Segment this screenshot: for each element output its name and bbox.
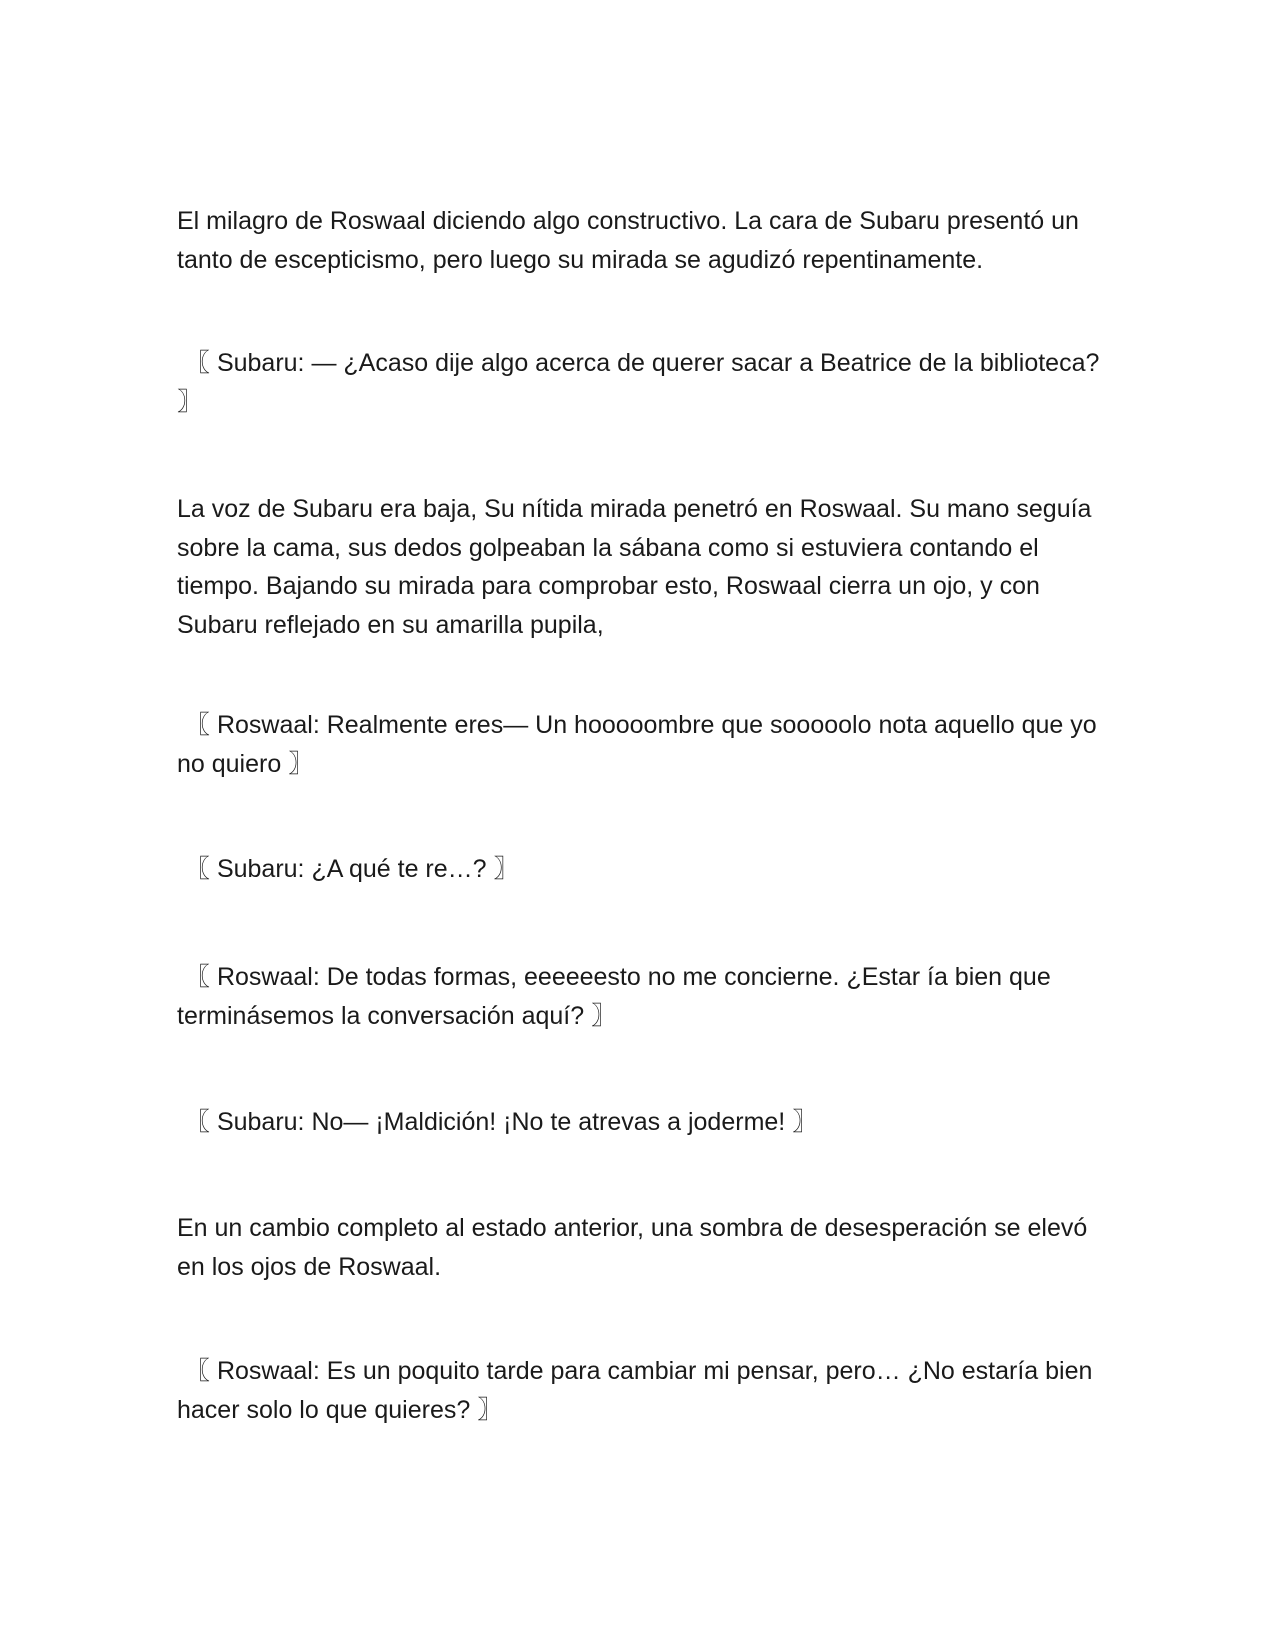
dialogue-subaru: 〖 Subaru: — ¿Acaso dije algo acerca de querer sacar a Beatrice de la biblioteca? 〗: [177, 349, 1100, 416]
dialogue-roswaal: 〖 Roswaal: De todas formas, eeeeeesto no me concierne. ¿Estar ía bien que terminásemos la conversación aquí? 〗: [177, 963, 1051, 1030]
dialogue-roswaal: 〖 Roswaal: Realmente eres— Un hooooombre que sooooolo nota aquello que yo no quiero 〗: [177, 711, 1097, 778]
narration-paragraph: En un cambio completo al estado anterior, una sombra de desesperación se elevó en los ojos de Roswaal.: [177, 1214, 1088, 1281]
narration-paragraph: La voz de Subaru era baja, Su nítida mirada penetró en Roswaal. Su mano seguía sobre la cama, sus dedos golpeaban la sábana como si estuviera contando el tiempo. Bajando su mirada para comprobar esto, Roswaal cierra un ojo, y con Subaru reflejado en su amarilla pupila,: [177, 495, 1092, 639]
dialogue-subaru: 〖 Subaru: No— ¡Maldición! ¡No te atrevas a joderme! 〗: [185, 1108, 818, 1136]
dialogue-subaru: 〖 Subaru: ¿A qué te re…? 〗: [185, 855, 519, 883]
narration-paragraph: El milagro de Roswaal diciendo algo constructivo. La cara de Subaru presentó un tanto de escepticismo, pero luego su mirada se agudizó repentinamente.: [177, 207, 1079, 274]
dialogue-roswaal: 〖 Roswaal: Es un poquito tarde para cambiar mi pensar, pero… ¿No estaría bien hacer solo lo que quieres? 〗: [177, 1357, 1093, 1424]
